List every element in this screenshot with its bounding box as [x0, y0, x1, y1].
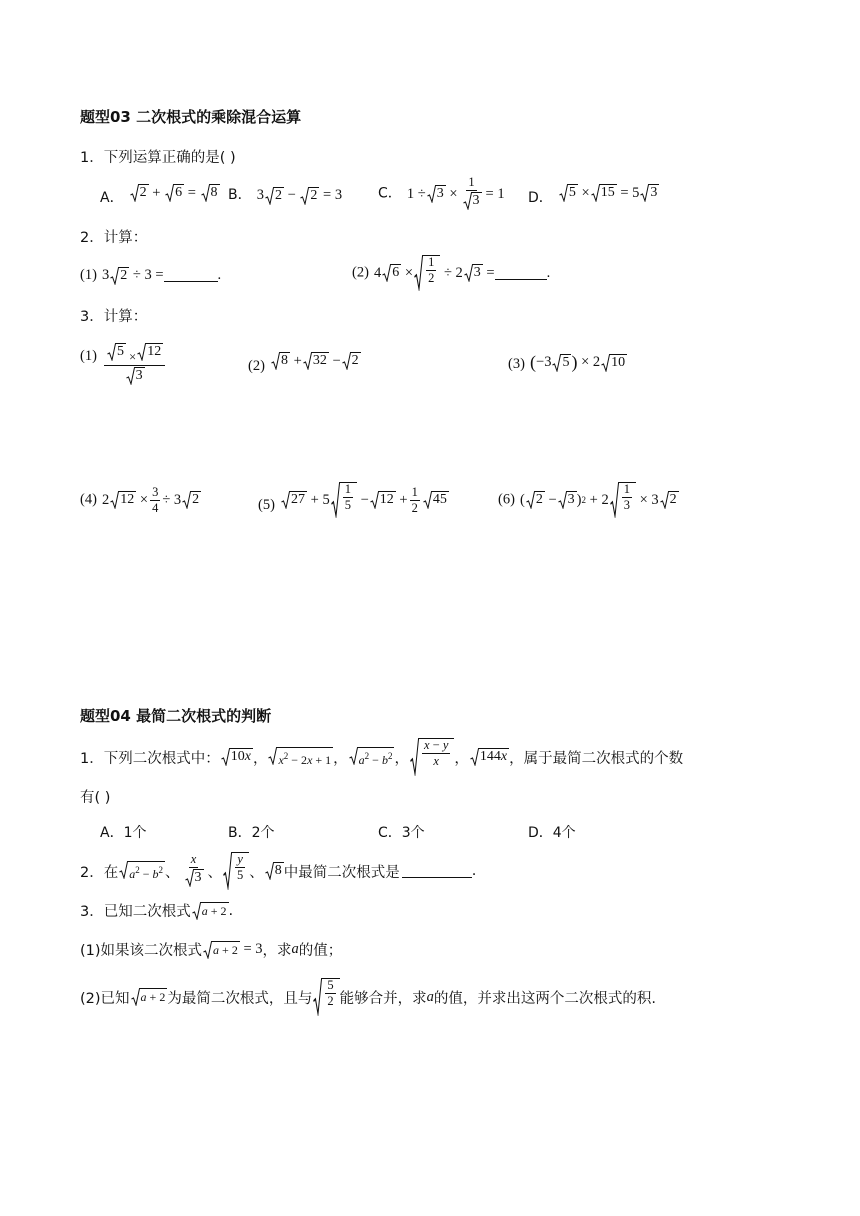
s04-q2-prefix: 2．在 [80, 864, 119, 881]
part-label: (3) [508, 356, 525, 372]
s03-q3-part3-expression: ( −3 5 ) × 2 10 [530, 352, 626, 372]
s03-q3-part1-expression: 5 × 12 3 [102, 343, 167, 387]
option-c-label: C． [378, 185, 402, 202]
s04-q1-option-d[interactable]: D．4个 [528, 825, 576, 841]
s04-q1-option-c[interactable]: C．3个 [378, 825, 425, 841]
s03-q1-option-a[interactable] [100, 184, 220, 207]
option-a-expression: 2 + 6 = 8 [129, 184, 220, 202]
s03-q2-part1-expression: 3 2 ÷ 3 = . [102, 267, 222, 283]
s04-q3-part2-mid2: 能够合并，求 [339, 990, 427, 1007]
part-label: (1) [80, 348, 97, 364]
s04-q3-stem-end: . [228, 902, 234, 919]
answer-blank[interactable] [164, 269, 218, 282]
s04-q3-part1-expression: a + 2 = 3 [202, 941, 262, 959]
s04-q3-part1-prefix: (1)如果该二次根式 [80, 943, 203, 959]
s04-q3-expression: a + 2 [191, 902, 229, 920]
s03-q2-part2 [352, 255, 550, 291]
s03-q3-part4-expression: 2 12 × $\frac{3}{4}$ ÷ 3 2 [102, 485, 200, 515]
s03-q3-part3 [508, 352, 627, 373]
s04-q3-stem-text: 3．已知二次根式 [80, 904, 191, 920]
option-c-expression: 1 ÷ 3 × $\frac{1}{3}$ = 1 [406, 175, 505, 208]
s03-q3-part5-expression: 27 + 5 $\frac{1}{5}$ − 12 + $\frac{1}{2}$ 45 [280, 482, 449, 518]
s03-q1-stem: 1．下列运算正确的是( ) [80, 150, 236, 166]
s03-q3-part6 [498, 482, 679, 518]
part-label: (2) [352, 264, 369, 281]
s04-q1-stem-end: ，属于最简二次根式的个数 [509, 750, 684, 767]
part-label: (1) [80, 267, 97, 283]
option-b-expression: 3 2 − 2 = 3 [256, 187, 343, 203]
s04-q3-part1-suffix: ，求 [262, 943, 292, 959]
s04-q3-part2-expression1: a + 2 [130, 988, 168, 1006]
s03-q3-part2 [248, 352, 361, 375]
s04-q1-expressions: 10x ， $x^2 - 2x + 1$ ， $a^2 - b^2$ ， $\frac{x - y}{x}$ ， 144x [220, 738, 509, 776]
s03-q3-part1 [80, 343, 167, 387]
s04-q3-part2-end: 的值，并求出这两个二次根式的积. [433, 990, 656, 1007]
part-label: (2) [248, 358, 265, 374]
s03-q1-option-b[interactable] [228, 184, 342, 205]
section-04-title: 题型04 最简二次根式的判断 [80, 707, 272, 725]
s04-q3-part2-expression2: $\frac{5}{2}$ [312, 978, 339, 1016]
s04-q1-option-a[interactable]: A．1个 [100, 825, 147, 841]
s03-q2-part1 [80, 264, 221, 285]
s04-q1-stem-line2: 有( ) [80, 790, 111, 806]
s03-q3-part6-expression: ( 2 − 3 ) 2 + 2 $\frac{1}{3}$ × 3 2 [520, 482, 679, 518]
s04-q2 [80, 852, 476, 890]
s03-q3-stem: 3．计算： [80, 309, 148, 325]
s04-q3-stem [80, 900, 233, 921]
option-b-label: B． [228, 187, 252, 203]
s04-q3-part2 [80, 978, 656, 1016]
part-label: (5) [258, 497, 275, 513]
variable-a: a [426, 988, 434, 1005]
answer-blank[interactable] [402, 865, 472, 878]
s03-q2-stem: 2．计算： [80, 230, 148, 246]
s04-q3-part1-end: 的值； [298, 943, 343, 959]
part-label: (6) [498, 491, 515, 508]
s04-q3-part1 [80, 939, 342, 960]
option-d-expression: 5 × 15 = 5 3 [558, 184, 660, 202]
s03-q2-part2-expression: 4 6 × $\frac{1}{2}$ ÷ 2 3 = . [374, 255, 550, 291]
s04-q2-expressions: $a^2 - b^2$ 、 $\frac{x}{3}$ 、 $\frac{y}{5}$ 、 8 [118, 852, 284, 890]
s04-q3-part2-mid1: 为最简二次根式，且与 [167, 990, 313, 1007]
s03-q3-part2-expression: 8 + 32 − 2 [270, 352, 361, 370]
s03-q3-part4 [80, 486, 201, 514]
s03-q3-part5 [258, 482, 449, 518]
option-a-label: A． [100, 190, 124, 206]
part-label: (4) [80, 491, 97, 508]
variable-a: a [291, 941, 299, 957]
s03-q1-option-d[interactable] [528, 184, 659, 207]
s03-q1-option-c[interactable] [378, 176, 505, 212]
s04-q2-suffix: 中最简二次根式是 [283, 864, 400, 881]
s04-q1-stem-start: 1．下列二次根式中： [80, 750, 220, 767]
answer-blank[interactable] [495, 267, 547, 280]
s04-q3-part2-prefix: (2)已知 [80, 990, 130, 1007]
s04-q1-stem-line1 [80, 738, 683, 776]
section-03-title: 题型03 二次根式的乘除混合运算 [80, 108, 302, 126]
s04-q1-option-b[interactable]: B．2个 [228, 825, 275, 841]
option-d-label: D． [528, 190, 553, 206]
s04-q2-end: . [471, 863, 477, 879]
